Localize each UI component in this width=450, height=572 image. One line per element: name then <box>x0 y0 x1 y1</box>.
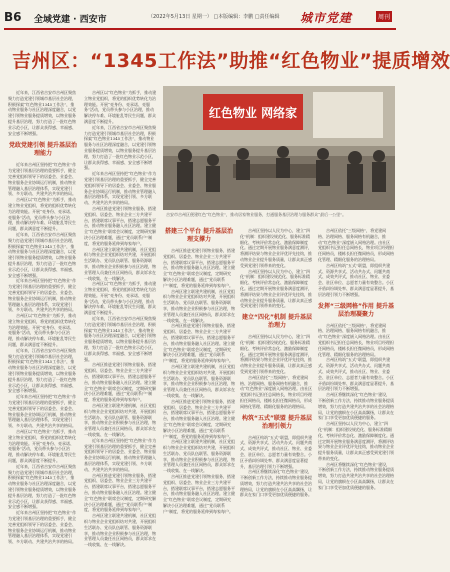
subhead-5: 构筑“五式”联盟 提升基层治理引领力 <box>242 414 312 430</box>
body-text: 吉州区推进党建引领物业服务，搭建党组织、居委会、物业企业三方共建平台，搭建联席议事平台，搭建志愿服务平台，推动物业服务融入社区治理。建立健全“红色物业”联席会议制度，定期研究解决小区治理难题，通过“党员联系户”制度，将党的服务延伸到每家每户。 <box>84 362 157 403</box>
photo-caption: 吉安市吉州区便建红色“红色物业”，推动居家物业服务，打通服务基层治理与服务群众“最后一公里”。 <box>166 212 347 217</box>
subhead-4: 发挥“三级网格”作用 提升基层治理凝聚力 <box>318 302 394 318</box>
brand-logo: 城市党建 <box>300 11 353 25</box>
body-text: 近年来，江西省吉安市吉州区聚焦聚力打造党建引领城市基层社会治理，积极探索“红色物业1345工作法”，推动物业服务与社区治理深度融合，以党建引领物业服务提质增效，以物业服务提升基层治理，努力打造了一批红色物业示范小区，让群众获得感、幸福感、安全感不断增强。 <box>84 316 156 362</box>
body-text: 吉州区坚持以人民为中心，建立“四化”机制：组织建设规范化、服务标准精细化、考核评价常态化、激励保障制度化。通过定期开展物业服务满意度测评，将测评结果与物业企业评优评先挂钩，推动物业企业提升服务质量，让群众真正感受到党建引领带来的变化。 <box>318 421 394 461</box>
page-number: B6 <box>4 10 22 24</box>
body-text: 吉州区构筑“五式”联盟，即组织共建式、资源共享式、活动共办式、问题共商式、成效共评式，推动社区、物业、业委会、驻区单位、志愿者力量有效整合。小区矛盾纠纷调处率、群众满意度显著提升，基层治理引领力不断增强。 <box>318 357 394 392</box>
article-column-1 <box>8 90 78 565</box>
article-photo <box>163 86 395 210</box>
header-divider <box>4 28 396 30</box>
body-text: 吉州区推进党建引领物业服务，搭建党组织、居委会、物业企业三方共建平台，搭建联席议事平台，搭建志愿服务平台，推动物业服务融入社区治理。建立健全“红色物业”联席会议制度，定期研究解决小区治理难题，通过“党员联系户”制度，将党的服务延伸到每家每户。 <box>163 474 235 514</box>
body-text: 吉州区建立联建共建机制，社区党组织与物业企业党组织结对共建，开展组织生活联办、党员队伍联管、服务资源联享，推动物业企业积极参与社区治理，物业管理人员兼任社区网格员，群众诉求在一线收集、在一线解决。 <box>84 246 156 281</box>
article-column-4 <box>240 228 314 566</box>
body-text: 吉州区以“红色物业”为抓手，推动建立物业党组织，将党的组织优势转化为治理效能。开展“亮身份、亮承诺、亮服务”活动，党员带头参与小区治理，推动解决停车难、环境脏乱等民生问题，群众满意度不断提升。 <box>8 197 77 232</box>
body-text: 吉州区构筑“五式”联盟，即组织共建式、资源共享式、活动共办式、问题共商式、成效共评式，推动社区、物业、业委会、驻区单位、志愿者力量有效整合。小区矛盾纠纷调处率、群众满意度显著提升，基层治理引领力不断增强。 <box>318 262 394 297</box>
body-text: 近年来吉州区坚持把“红色物业”作为党建引领基层治理的重要抓手，健全完善党组织领导下的居委会、业委会、物业服务企业协调运行机制，推动物业管理融入基层治理体系，实现党建引领、多方联动、共建共治共享的格局。 <box>8 394 77 429</box>
body-text: 近年来，江西省吉安市吉州区聚焦聚力打造党建引领城市基层社会治理，积极探索“红色物业1345工作法”，推动物业服务与社区治理深度融合，以党建引领物业服务提质增效，以物业服务提升基层治理，努力打造了一批红色物业示范小区，让群众获得感、幸福感、安全感不断增强。 <box>8 463 76 510</box>
body-text: 吉州区坚持以人民为中心，建立“四化”机制：组织建设规范化、服务标准精细化、考核评价常态化、激励保障制度化。通过定期开展物业服务满意度测评，将测评结果与物业企业评优评先挂钩，推动物业企业提升服务质量，让群众真正感受到党建引领带来的变化。 <box>240 228 312 268</box>
body-text: 吉州区将继续深化“红色物业”建设，不断创新工作方法，持续推动物业服务提质增效，努力打造共建共治共享的社会治理格局，让党的旗帜在小区高高飘扬，让群众在家门口享受更加优质便捷的服务。 <box>240 469 313 498</box>
date-line: （2022年5月13日 星期一） □本版编辑：李鹏 □责任编辑 <box>148 14 280 20</box>
body-text: 吉州区建立联建共建机制，社区党组织与物业企业党组织结对共建，开展组织生活联办、党员队伍联管、服务资源联享，推动物业企业积极参与社区治理，物业管理人员兼任社区网格员，群众诉求在一线收集、在一线解决。 <box>163 363 235 398</box>
article-column-5 <box>318 228 394 566</box>
body-text: 吉州区推进党建引领物业服务，搭建党组织、居委会、物业企业三方共建平台，搭建联席议事平台，搭建志愿服务平台，推动物业服务融入社区治理。建立健全“红色物业”联席会议制度，定期研究解决小区治理难题，通过“党员联系户”制度，将党的服务延伸到每家每户。 <box>84 472 157 513</box>
banner-text: 红色物业 网络家 <box>208 106 298 120</box>
body-text: 近年来吉州区坚持把“红色物业”作为党建引领基层治理的重要抓手，健全完善党组织领导下的居委会、业委会、物业服务企业协调运行机制，推动物业管理融入基层治理体系，实现党建引领、多方联动、共建共治共享的格局。 <box>8 162 77 197</box>
body-text: 近年来吉州区坚持把“红色物业”作为党建引领基层治理的重要抓手，健全完善党组织领导下的居委会、业委会、物业服务企业协调运行机制，推动物业管理融入基层治理体系，实现党建引领、多方联动、共建共治共享的格局。 <box>84 171 157 206</box>
body-text: 近年来，江西省吉安市吉州区聚焦聚力打造党建引领城市基层社会治理，积极探索“红色物业1345工作法”，推动物业服务与社区治理深度融合，以党建引领物业服务提质增效，以物业服务提升基层治理，努力打造了一批红色物业示范小区，让群众获得感、幸福感、安全感不断增强。 <box>84 124 156 171</box>
body-text: 吉州区以“红色物业”为抓手，推动建立物业党组织，将党的组织优势转化为治理效能。开展“亮身份、亮承诺、亮服务”活动，党员带头参与小区治理，推动解决停车难、环境脏乱等民生问题，群众满意度不断提升。 <box>8 429 77 464</box>
body-text: 吉州区建立联建共建机制，社区党组织与物业企业党组织结对共建，开展组织生活联办、党员队伍联管、服务资源联享，推动物业企业积极参与社区治理，物业管理人员兼任社区网格员，群众诉求在一线收集、在一线解决。 <box>84 513 156 548</box>
body-text: 吉州区依托“三级网格”，将党建网格、治理网格、服务网格有机融合，推动“红色物业”深度嵌入网格治理。由社区党组织书记担任总网格长，物业项目经理担任网格员，楼栋长担任微网格员，形成网格化管理、精细化服务的治理格局。 <box>318 228 394 262</box>
body-text: 近年来，江西省吉安市吉州区聚焦聚力打造党建引领城市基层社会治理，积极探索“红色物业1345工作法”，推动物业服务与社区治理深度融合，以党建引领物业服务提质增效，以物业服务提升基层治理，努力打造了一批红色物业示范小区，让群众获得感、幸福感、安全感不断增强。 <box>8 347 76 394</box>
body-text: 吉州区建立联建共建机制，社区党组织与物业企业党组织结对共建，开展组织生活联办、党员队伍联管、服务资源联享，推动物业企业积极参与社区治理，物业管理人员兼任社区网格员，群众诉求在一线收集、在一线解决。 <box>163 288 235 323</box>
body-text: 吉州区以“红色物业”为抓手，推动建立物业党组织，将党的组织优势转化为治理效能。开展“亮身份、亮承诺、亮服务”活动，党员带头参与小区治理，推动解决停车难、环境脏乱等民生问题，群众满意度不断提升。 <box>84 281 157 316</box>
body-text: 吉州区以“红色物业”为抓手，推动建立物业党组织，将党的组织优势转化为治理效能。开展“亮身份、亮承诺、亮服务”活动，党员带头参与小区治理，推动解决停车难、环境脏乱等民生问题，群众满意度不断提升。 <box>8 313 77 348</box>
body-text: 吉州区推进党建引领物业服务，搭建党组织、居委会、物业企业三方共建平台，搭建联席议事平台，搭建志愿服务平台，推动物业服务融入社区治理。建立健全“红色物业”联席会议制度，定期研究解决小区治理难题，通过“党员联系户”制度，将党的服务延伸到每家每户。 <box>163 248 235 288</box>
body-text: 吉州区推进党建引领物业服务，搭建党组织、居委会、物业企业三方共建平台，搭建联席议事平台，搭建志愿服务平台，推动物业服务融入社区治理。建立健全“红色物业”联席会议制度，定期研究解决小区治理难题，通过“党员联系户”制度，将党的服务延伸到每家每户。 <box>163 323 235 364</box>
body-text: 吉州区推进党建引领物业服务，搭建党组织、居委会、物业企业三方共建平台，搭建联席议事平台，搭建志愿服务平台，推动物业服务融入社区治理。建立健全“红色物业”联席会议制度，定期研究解决小区治理难题，通过“党员联系户”制度，将党的服务延伸到每家每户。 <box>84 205 157 246</box>
body-text: 吉州区建立联建共建机制，社区党组织与物业企业党组织结对共建，开展组织生活联办、党员队伍联管、服务资源联享，推动物业企业积极参与社区治理，物业管理人员兼任社区网格员，群众诉求在一线收集、在一线解决。 <box>84 403 156 438</box>
body-text: 吉州区以“红色物业”为抓手，推动建立物业党组织，将党的组织优势转化为治理效能。开展“亮身份、亮承诺、亮服务”活动，党员带头参与小区治理，推动解决停车难、环境脏乱等民生问题，群众满意度不断提升。 <box>84 90 157 124</box>
body-text: 吉州区坚持以人民为中心，建立“四化”机制：组织建设规范化、服务标准精细化、考核评价常态化、激励保障制度化。通过定期开展物业服务满意度测评，将测评结果与物业企业评优评先挂钩，推动物业企业提升服务质量，让群众真正感受到党建引领带来的变化。 <box>240 268 312 309</box>
body-text: 吉州区构筑“五式”联盟，即组织共建式、资源共享式、活动共办式、问题共商式、成效共评式，推动社区、物业、业委会、驻区单位、志愿者力量有效整合。小区矛盾纠纷调处率、群众满意度显著提升，基层治理引领力不断增强。 <box>240 434 313 469</box>
article-column-2 <box>84 90 158 565</box>
article-column-3 <box>163 228 235 566</box>
headline: 吉州区：“1345工作法”助推“红色物业”提质增效 <box>12 50 450 72</box>
body-text: 吉州区将继续深化“红色物业”建设，不断创新工作方法，持续推动物业服务提质增效，努力打造共建共治共享的社会治理格局，让党的旗帜在小区高高飘扬，让群众在家门口享受更加优质便捷的服务。 <box>318 392 394 421</box>
subhead-1: 党政党建引领 提升基层治理能力 <box>8 142 78 158</box>
section-title: 全域党建 · 西安市 <box>34 15 107 25</box>
body-text: 近年来，江西省吉安市吉州区聚焦聚力打造党建引领城市基层社会治理，积极探索“红色物业1345工作法”，推动物业服务与社区治理深度融合，以党建引领物业服务提质增效，以物业服务提升基层治理，努力打造了一批红色物业示范小区，让群众获得感、幸福感、安全感不断增强。 <box>8 90 76 136</box>
body-text: 吉州区依托“三级网格”，将党建网格、治理网格、服务网格有机融合，推动“红色物业”深度嵌入网格治理。由社区党组织书记担任总网格长，物业项目经理担任网格员，楼栋长担任微网格员，形成网格化管理、精细化服务的治理格局。 <box>240 374 313 409</box>
body-text: 吉州区坚持以人民为中心，建立“四化”机制：组织建设规范化、服务标准精细化、考核评价常态化、激励保障制度化。通过定期开展物业服务满意度测评，将测评结果与物业企业评优评先挂钩，推动物业企业提升服务质量，让群众真正感受到党建引领带来的变化。 <box>240 334 312 374</box>
body-text: 吉州区依托“三级网格”，将党建网格、治理网格、服务网格有机融合，推动“红色物业”深度嵌入网格治理。由社区党组织书记担任总网格长，物业项目经理担任网格员，楼栋长担任微网格员，形成网格化管理、精细化服务的治理格局。 <box>318 322 394 357</box>
body-text: 吉州区建立联建共建机制，社区党组织与物业企业党组织结对共建，开展组织生活联办、党员队伍联管、服务资源联享，推动物业企业积极参与社区治理，物业管理人员兼任社区网格员，群众诉求在一线收集、在一线解决。 <box>163 439 235 474</box>
body-text: 近年来，江西省吉安市吉州区聚焦聚力打造党建引领城市基层社会治理，积极探索“红色物业1345工作法”，推动物业服务与社区治理深度融合，以党建引领物业服务提质增效，以物业服务提升基层治理，努力打造了一批红色物业示范小区，让群众获得感、幸福感、安全感不断增强。 <box>8 231 76 278</box>
body-text: 近年来吉州区坚持把“红色物业”作为党建引领基层治理的重要抓手，健全完善党组织领导下的居委会、业委会、物业服务企业协调运行机制，推动物业管理融入基层治理体系，实现党建引领、多方联动、共建共治共享的格局。 <box>8 278 77 313</box>
body-text: 近年来吉州区坚持把“红色物业”作为党建引领基层治理的重要抓手，健全完善党组织领导下的居委会、业委会、物业服务企业协调运行机制，推动物业管理融入基层治理体系，实现党建引领、多方联动、共建共治共享的格局。 <box>84 437 157 472</box>
subhead-2: 搭建三个平台 提升基层治理支撑力 <box>164 228 234 243</box>
brand-tag: 周刊 <box>376 11 392 22</box>
body-text: 近年来吉州区坚持把“红色物业”作为党建引领基层治理的重要抓手，健全完善党组织领导下的居委会、业委会、物业服务企业协调运行机制，推动物业管理融入基层治理体系，实现党建引领、多方联动、共建共治共享的格局。 <box>8 510 77 545</box>
subhead-3: 建立“四化”机制 提升基层治理力 <box>242 314 312 330</box>
body-text: 吉州区推进党建引领物业服务，搭建党组织、居委会、物业企业三方共建平台，搭建联席议事平台，搭建志愿服务平台，推动物业服务融入社区治理。建立健全“红色物业”联席会议制度，定期研究解决小区治理难题，通过“党员联系户”制度，将党的服务延伸到每家每户。 <box>163 398 235 439</box>
body-text: 吉州区将继续深化“红色物业”建设，不断创新工作方法，持续推动物业服务提质增效，努力打造共建共治共享的社会治理格局，让党的旗帜在小区高高飘扬，让群众在家门口享受更加优质便捷的服务。 <box>318 461 394 490</box>
